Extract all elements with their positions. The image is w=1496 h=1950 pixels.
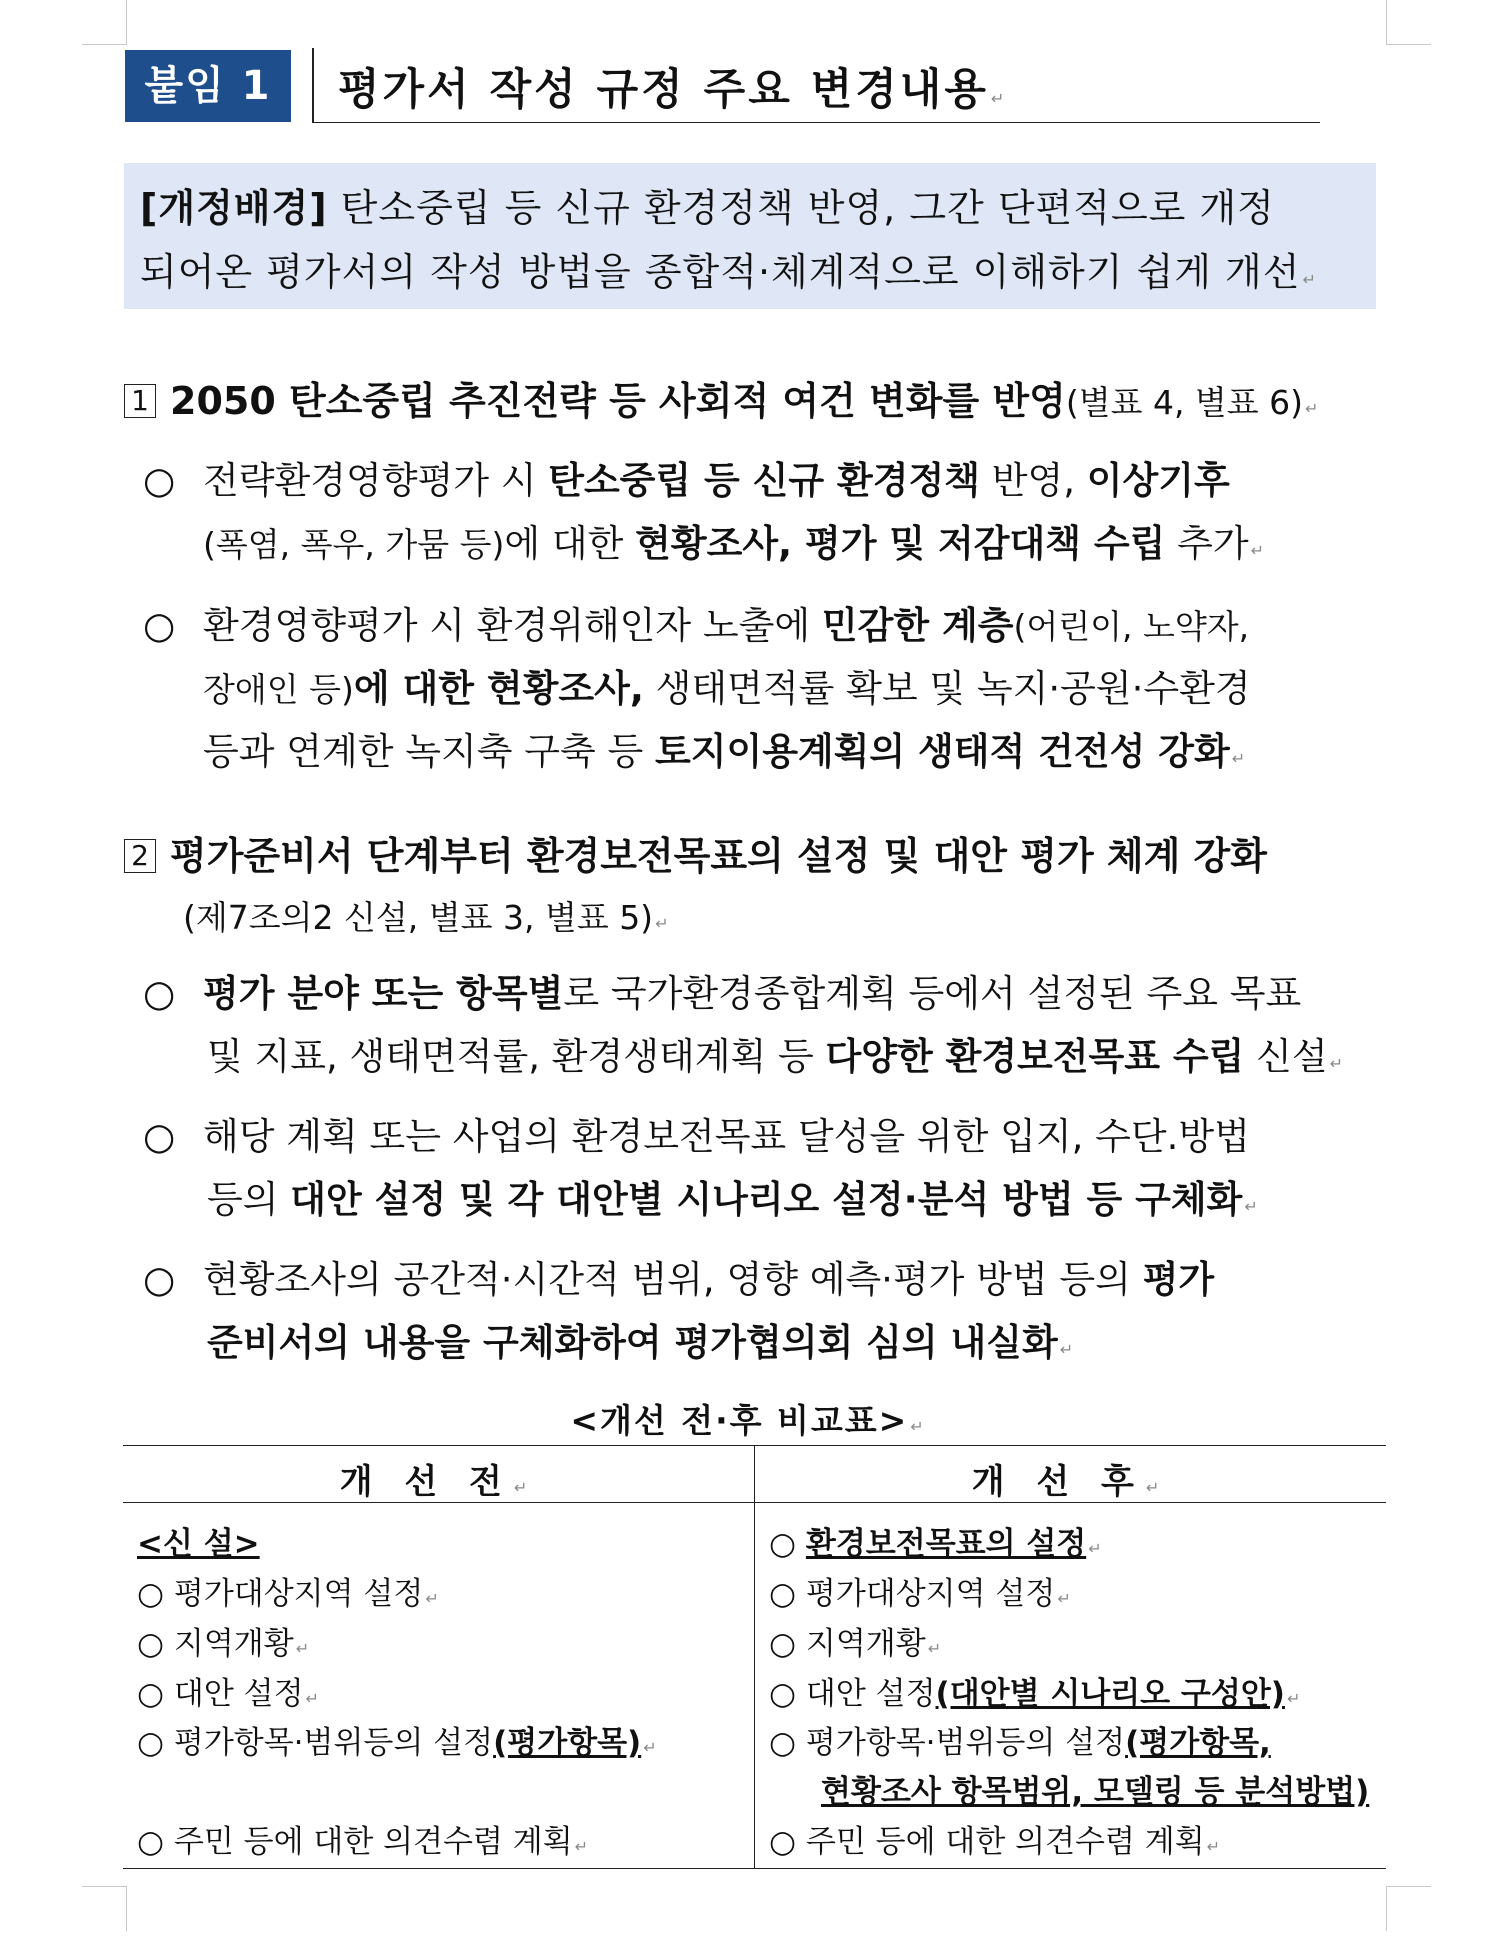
background-box: [개정배경] 탄소중립 등 신규 환경정책 반영, 그간 단편적으로 개정 되어온 평가서의 작성 방법을 종합적·체계적으로 이해하기 쉽게 개선 ↵ bbox=[124, 163, 1376, 309]
section-number: 2 bbox=[124, 839, 156, 873]
title-box: 평가서 작성 규정 주요 변경내용 ↵ bbox=[312, 48, 1320, 123]
section-title: 2050 탄소중립 추진전략 등 사회적 여건 변화를 반영 bbox=[170, 379, 1066, 423]
background-text: 탄소중립 등 신규 환경정책 반영, 그간 단편적으로 개정 bbox=[327, 186, 1275, 230]
table-header-after: 개 선 후 ↵ bbox=[971, 1462, 1170, 1502]
table-cell: ○ 주민 등에 대한 의견수렴 계획 ↵ bbox=[137, 1824, 589, 1860]
page-corner-mark bbox=[1386, 1886, 1431, 1931]
table-cell: ○ 평가대상지역 설정 ↵ bbox=[137, 1576, 439, 1612]
table-cell: ○ 평가항목·범위등의 설정(평가항목) ↵ bbox=[137, 1725, 657, 1761]
section-number: 1 bbox=[124, 384, 156, 418]
section-ref: (별표 4, 별표 6) bbox=[1065, 383, 1304, 422]
list-item-cont: 등과 연계한 녹지축 구축 등 토지이용계획의 생태적 건전성 강화 ↵ bbox=[203, 730, 1246, 773]
table-cell: ○ 지역개황 ↵ bbox=[769, 1626, 942, 1662]
page-corner-mark bbox=[82, 0, 127, 45]
table-cell: ○ 대안 설정(대안별 시나리오 구성안) ↵ bbox=[769, 1676, 1301, 1712]
background-text: 되어온 평가서의 작성 방법을 종합적·체계적으로 이해하기 쉽게 개선 bbox=[140, 250, 1301, 294]
page-title: 평가서 작성 규정 주요 변경내용 bbox=[338, 65, 989, 115]
table-cell: ○ 평가대상지역 설정 ↵ bbox=[769, 1576, 1071, 1612]
table-cell: ○ 환경보전목표의 설정 ↵ bbox=[769, 1526, 1102, 1562]
section-ref: (제7조의2 신설, 별표 3, 별표 5) ↵ bbox=[183, 898, 669, 937]
page-corner-mark bbox=[82, 1886, 127, 1931]
new-label: <신 설> bbox=[137, 1526, 260, 1562]
list-item-cont: 등의 대안 설정 및 각 대안별 시나리오 설정·분석 방법 등 구체화 ↵ bbox=[207, 1178, 1258, 1221]
table-cell: ○ 대안 설정 ↵ bbox=[137, 1676, 319, 1712]
list-item-cont: (폭염, 폭우, 가뭄 등)에 대한 현황조사, 평가 및 저감대책 수립 추가 ↵ bbox=[203, 522, 1264, 565]
list-item: ○ 환경영향평가 시 환경위해인자 노출에 민감한 계층(어린이, 노약자, bbox=[143, 604, 1250, 647]
list-item-cont: 및 지표, 생태면적률, 환경생태계획 등 다양한 환경보전목표 수립 신설 ↵ bbox=[207, 1035, 1344, 1078]
list-item: ○ 해당 계획 또는 사업의 환경보전목표 달성을 위한 입지, 수단.방법 bbox=[143, 1115, 1250, 1158]
page-corner-mark bbox=[1386, 0, 1431, 45]
list-item: ○ 전략환경영향평가 시 탄소중립 등 신규 환경정책 반영, 이상기후 bbox=[143, 459, 1230, 502]
attachment-badge: 붙임 1 bbox=[125, 50, 291, 122]
list-item: ○ 현황조사의 공간적·시간적 범위, 영향 예측·평가 방법 등의 평가 bbox=[143, 1258, 1215, 1301]
list-item: ○ 평가 분야 또는 항목별로 국가환경종합계획 등에서 설정된 주요 목표 bbox=[143, 972, 1302, 1015]
table-header-before: 개 선 전 ↵ bbox=[339, 1462, 538, 1502]
table-cell-cont: 현황조사 항목범위, 모델링 등 분석방법) bbox=[821, 1774, 1370, 1810]
background-label: [개정배경] bbox=[140, 186, 328, 230]
list-item-cont: 장애인 등)에 대한 현황조사, 생태면적률 확보 및 녹지·공원·수환경 bbox=[203, 667, 1251, 710]
list-item-cont: 준비서의 내용을 구체화하여 평가협의회 심의 내실화 ↵ bbox=[207, 1321, 1074, 1364]
table-cell: ○ 평가항목·범위등의 설정(평가항목, bbox=[769, 1725, 1271, 1761]
comparison-table bbox=[123, 1445, 1386, 1869]
table-caption: <개선 전·후 비교표> ↵ bbox=[570, 1401, 926, 1440]
section-title: 평가준비서 단계부터 환경보전목표의 설정 및 대안 평가 체계 강화 bbox=[170, 834, 1267, 878]
table-cell: ○ 지역개황 ↵ bbox=[137, 1626, 310, 1662]
section-2-heading bbox=[124, 825, 1267, 880]
section-1-heading: 1 2050 탄소중립 추진전략 등 사회적 여건 변화를 반영(별표 4, 별표 6) ↵ bbox=[124, 370, 1318, 425]
table-cell: ○ 주민 등에 대한 의견수렴 계획 ↵ bbox=[769, 1824, 1221, 1860]
